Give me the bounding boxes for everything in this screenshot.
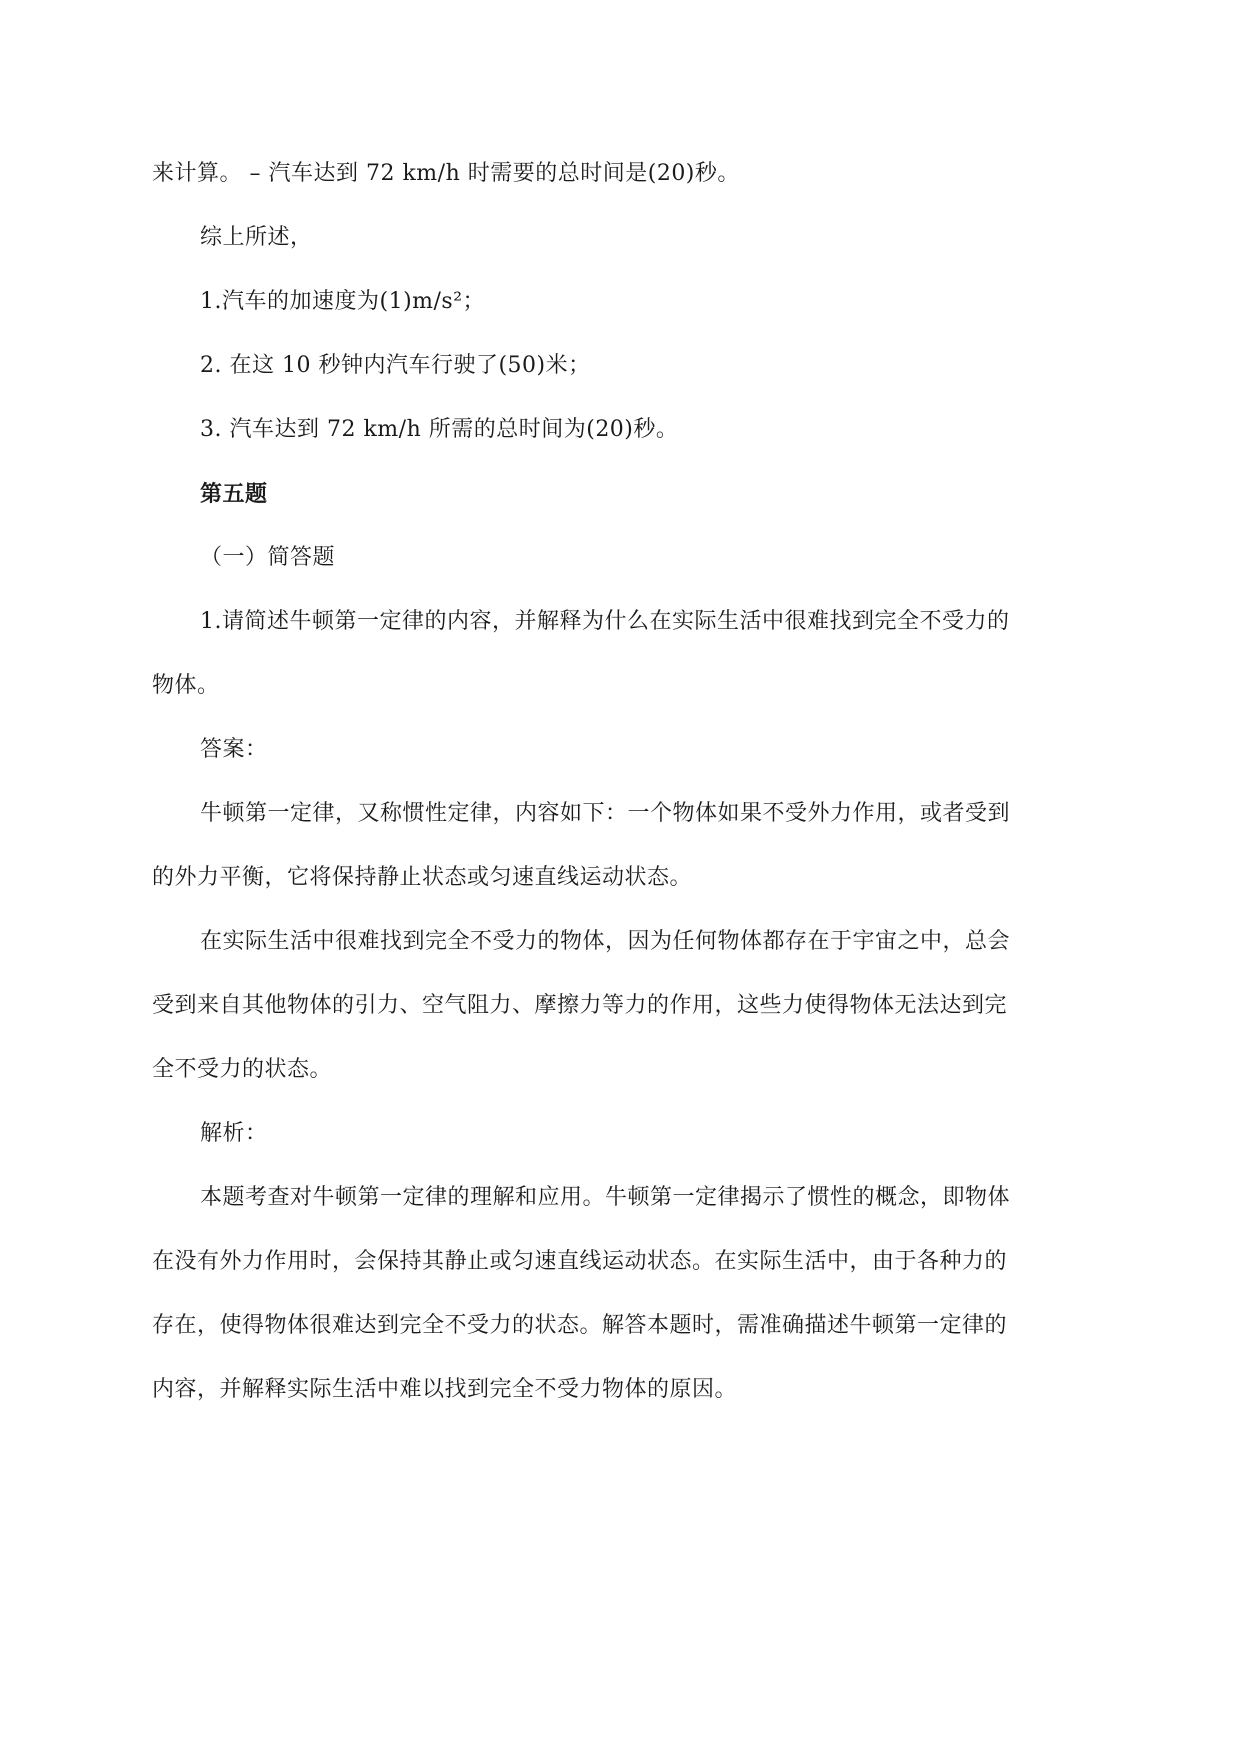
- summary-heading: 综上所述，: [200, 225, 313, 250]
- analysis-line: 内容，并解释实际生活中难以找到完全不受力物体的原因。: [152, 1377, 738, 1402]
- answer-line: 受到来自其他物体的引力、空气阻力、摩擦力等力的作用，这些力使得物体无法达到完: [152, 993, 1008, 1018]
- section-title: 第五题: [200, 481, 268, 507]
- answer-line: 牛顿第一定律，又称惯性定律，内容如下：一个物体如果不受外力作用，或者受到: [200, 801, 1011, 826]
- text-line: 来计算。 – 汽车达到 72 km/h 时需要的总时间是(20)秒。: [152, 161, 740, 186]
- answer-line: 全不受力的状态。: [152, 1057, 333, 1082]
- answer-line: 的外力平衡，它将保持静止状态或匀速直线运动状态。: [152, 865, 693, 890]
- question-line: 物体。: [152, 673, 220, 698]
- summary-item-2: 2. 在这 10 秒钟内汽车行驶了(50)米；: [200, 353, 591, 378]
- summary-item-3: 3. 汽车达到 72 km/h 所需的总时间为(20)秒。: [200, 417, 679, 442]
- analysis-line: 存在，使得物体很难达到完全不受力的状态。解答本题时，需准确描述牛顿第一定律的: [152, 1313, 1008, 1338]
- summary-item-1: 1.汽车的加速度为(1)m/s²；: [200, 289, 486, 314]
- answer-label: 答案：: [200, 737, 268, 762]
- analysis-label: 解析：: [200, 1121, 268, 1146]
- analysis-line: 在没有外力作用时，会保持其静止或匀速直线运动状态。在实际生活中，由于各种力的: [152, 1249, 1008, 1274]
- subsection-title: （一）简答题: [200, 545, 336, 570]
- question-line: 1.请简述牛顿第一定律的内容，并解释为什么在实际生活中很难找到完全不受力的: [200, 609, 1010, 634]
- answer-line: 在实际生活中很难找到完全不受力的物体，因为任何物体都存在于宇宙之中，总会: [200, 929, 1011, 954]
- analysis-line: 本题考查对牛顿第一定律的理解和应用。牛顿第一定律揭示了惯性的概念，即物体: [200, 1185, 1011, 1210]
